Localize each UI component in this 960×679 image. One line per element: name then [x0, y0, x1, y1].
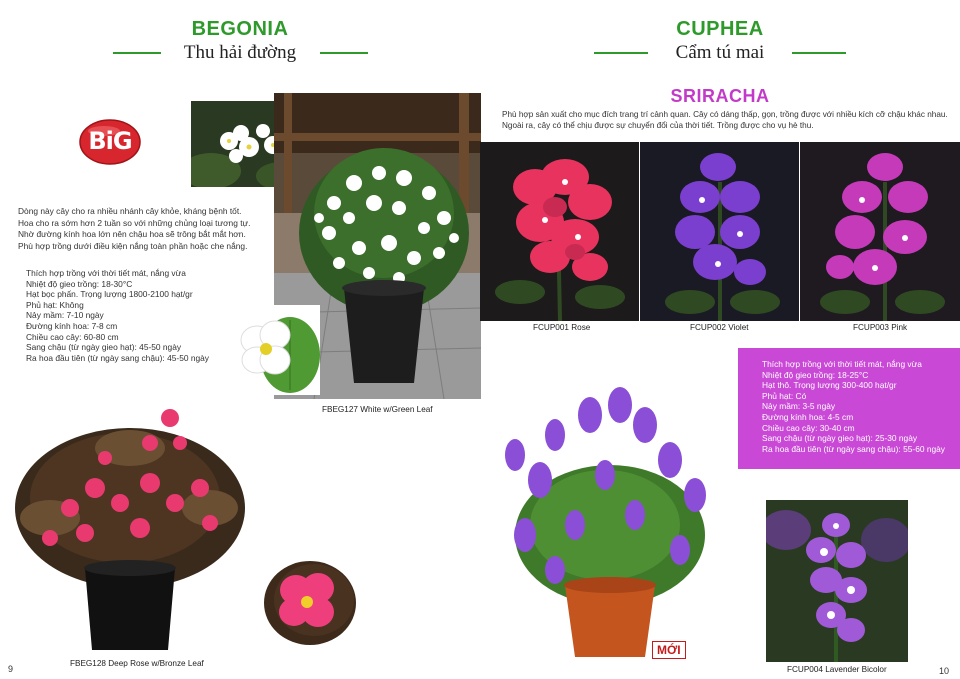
begonia-spec-line: Phủ hạt: Không	[26, 299, 84, 310]
cuphea-spec-line: Ra hoa đầu tiên (từ ngày sang chậu): 55-60 ngày	[762, 443, 945, 454]
big-logo	[77, 117, 143, 167]
begonia-spec-line: Nảy mầm: 7-10 ngày	[26, 310, 104, 321]
begonia-spec-line: Sang chậu (từ ngày gieo hạt): 45-50 ngày	[26, 342, 182, 353]
begonia-description-line: Phù hợp trồng dưới điều kiện nắng toàn phần hoặc che nắng.	[18, 240, 248, 251]
begonia-title: BEGONIA	[191, 18, 289, 40]
caption-fcup004: FCUP004 Lavender Bicolor	[787, 665, 887, 674]
begonia-spec-line: Thích hợp trồng với thời tiết mát, nắng vừa	[26, 268, 186, 278]
caption-fbeg127: FBEG127 White w/Green Leaf	[322, 405, 433, 414]
cuphea-pot-photo	[495, 385, 725, 665]
deep-rose-flower-leaf-photo	[262, 558, 358, 648]
title-rule-left-b	[320, 52, 368, 54]
caption-fcup003: FCUP003 Pink	[853, 323, 908, 332]
cuphea-subtitle: Cẩm tú mai	[675, 42, 765, 63]
begonia-spec-line: Ra hoa đầu tiên (từ ngày sang chậu): 45-50 ngày	[26, 352, 209, 363]
begonia-description-line: Hoa cho ra sớm hơn 2 tuần so với những chủng loại tương tự.	[18, 217, 251, 228]
begonia-description-line: Dòng này cây cho ra nhiều nhánh cây khỏe, kháng bệnh tốt.	[18, 206, 242, 216]
caption-fbeg128: FBEG128 Deep Rose w/Bronze Leaf	[70, 659, 204, 668]
begonia-spec-line: Nhiệt độ gieo trồng: 18-30°C	[26, 278, 133, 289]
cuphea-title: CUPHEA	[676, 18, 764, 40]
fcup001-rose-photo	[480, 142, 639, 321]
begonia-description	[18, 206, 273, 252]
fcup003-pink-photo	[800, 142, 960, 321]
cuphea-spec-line: Chiều cao cây: 30-40 cm	[762, 422, 855, 433]
cuphea-spec-line: Sang chậu (từ ngày gieo hạt): 25-30 ngày	[762, 433, 918, 444]
cuphea-specs	[762, 359, 958, 454]
caption-fcup001: FCUP001 Rose	[533, 323, 591, 332]
cuphea-spec-line: Hạt thô. Trọng lượng 300-400 hạt/gr	[762, 380, 897, 391]
caption-fcup002: FCUP002 Violet	[690, 323, 749, 332]
cuphea-spec-line: Nhiệt độ gieo trồng: 18-25°C	[762, 369, 869, 380]
begonia-description-line: Nhờ đường kính hoa lớn nên chậu hoa sẽ trông bắt mắt hơn.	[18, 229, 246, 239]
cuphea-spec-line: Phủ hạt: Có	[762, 390, 807, 401]
begonia-subtitle: Thu hải đường	[183, 42, 297, 63]
fcup002-violet-photo	[640, 142, 799, 321]
begonia-spec-line: Chiều cao cây: 60-80 cm	[26, 331, 119, 342]
cuphea-specs-box	[738, 348, 960, 469]
sriracha-series-title: SRIRACHA	[670, 86, 770, 106]
cuphea-spec-line: Thích hợp trồng với thời tiết mát, nắng vừa	[762, 359, 922, 369]
page-number-right: 10	[939, 666, 950, 676]
cuphea-description: Phù hợp sản xuất cho mục đích trang trí cảnh quan. Cây có dáng thấp, gọn, trồng được với nhiều kích cỡ chậu khác nhau. Ngoài ra, cây có thể chịu được sự chuyển đổi của thời tiết. Trồng được cho vụ hè thu.	[502, 110, 948, 130]
title-rule-left-a	[113, 52, 161, 54]
begonia-specs	[26, 268, 271, 363]
cuphea-spec-line: Nảy mầm: 3-5 ngày	[762, 401, 836, 412]
cuphea-spec-line: Đường kính hoa: 4-5 cm	[762, 411, 854, 422]
title-rule-right-b	[792, 52, 846, 54]
deep-rose-begonia-pot-photo	[10, 388, 255, 656]
begonia-spec-line: Hạt bọc phấn. Trọng lượng 1800-2100 hạt/gr	[26, 289, 193, 300]
new-badge: MỚI	[652, 641, 686, 659]
title-rule-right-a	[594, 52, 648, 54]
page-number-left: 9	[8, 664, 14, 674]
begonia-spec-line: Đường kính hoa: 7-8 cm	[26, 320, 118, 331]
big-logo-text: BiG	[88, 127, 132, 155]
fcup004-lavender-bicolor-photo	[766, 500, 908, 662]
